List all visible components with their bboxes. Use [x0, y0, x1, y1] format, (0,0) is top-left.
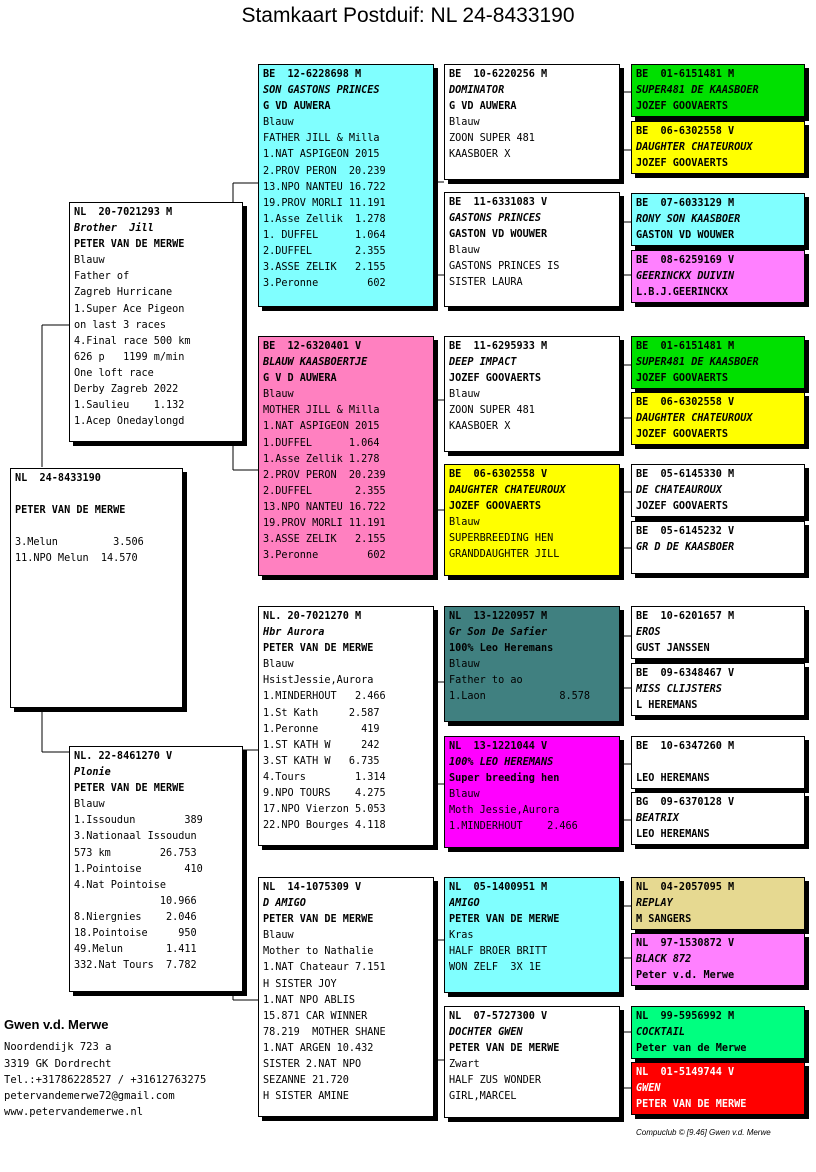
- pigeon-name: SON GASTONS PRINCES: [263, 85, 380, 97]
- pigeon-name: RONY SON KAASBOER: [636, 214, 741, 226]
- info-line: 49.Melun 1.411: [74, 944, 197, 956]
- pigeon-card-g1: [631, 64, 805, 117]
- pigeon-card-dd: [258, 877, 434, 1117]
- owner-name: LEO HEREMANS: [636, 829, 710, 841]
- owner-name: GASTON VD WOUWER: [449, 229, 548, 241]
- info-line: Mother to Nathalie: [263, 946, 374, 958]
- info-line: Blauw: [449, 517, 480, 529]
- info-line: 18.Pointoise 950: [74, 928, 197, 940]
- pigeon-card-g4: [631, 250, 805, 303]
- info-line: ZOON SUPER 481: [449, 133, 535, 145]
- info-line: 11.NPO Melun 14.570: [15, 553, 138, 565]
- info-line: 573 km 26.753: [74, 847, 197, 859]
- owner-name: PETER VAN DE MERWE: [636, 1099, 747, 1111]
- info-line: 3.ST KATH W 6.735: [263, 755, 380, 767]
- pigeon-name: BLACK 872: [636, 954, 692, 966]
- info-line: 8.Niergnies 2.046: [74, 911, 197, 923]
- info-line: 15.871 CAR WINNER: [263, 1010, 368, 1022]
- owner-name: G V D AUWERA: [263, 373, 337, 385]
- ring-number: NL 99-5956992 M: [636, 1011, 735, 1022]
- pigeon-card-ddd: [444, 1006, 620, 1118]
- pigeon-card-sd: [258, 336, 434, 576]
- owner-name: JOZEF GOOVAERTS: [636, 429, 729, 441]
- info-line: ZOON SUPER 481: [449, 405, 535, 417]
- info-line: Blauw: [74, 799, 105, 811]
- info-line: SEZANNE 21.720: [263, 1075, 349, 1087]
- info-line: 1.Asse Zellik 1.278: [263, 213, 386, 225]
- info-line: 3.Nationaal Issoudun: [74, 831, 197, 843]
- pigeon-card-dds: [444, 877, 620, 993]
- pigeon-card-sire: [69, 202, 243, 442]
- info-line: 2.PROV PERON 20.239: [263, 469, 386, 481]
- pigeon-card-dam: [69, 746, 243, 992]
- pigeon-name: GEERINCKX DUIVIN: [636, 271, 735, 283]
- pigeon-card-g16: [631, 1062, 805, 1115]
- info-line: 3.ASSE ZELIK 2.155: [263, 534, 386, 546]
- info-line: One loft race: [74, 367, 154, 379]
- pigeon-name: DAUGHTER CHATEUROUX: [449, 485, 566, 497]
- info-line: 3.Melun 3.506: [15, 537, 144, 549]
- ring-number: BE 11-6331083 V: [449, 197, 548, 208]
- owner-name: JOZEF GOOVAERTS: [636, 373, 729, 385]
- ring-number: BE 05-6145330 M: [636, 469, 735, 480]
- info-line: 1.Issoudun 389: [74, 815, 203, 827]
- owner-name: GASTON VD WOUWER: [636, 230, 735, 242]
- pigeon-name: BEATRIX: [636, 813, 679, 825]
- pigeon-name: DAUGHTER CHATEUROUX: [636, 142, 753, 154]
- info-line: 1.MINDERHOUT 2.466: [263, 691, 386, 703]
- software-credit: Compuclub © [9.46] Gwen v.d. Merwe: [636, 1128, 771, 1137]
- info-line: GRANDDAUGHTER JILL: [449, 549, 560, 561]
- pigeon-name: [636, 755, 800, 771]
- pigeon-name: GR D DE KAASBOER: [636, 542, 735, 554]
- info-line: Derby Zagreb 2022: [74, 384, 179, 396]
- breeder-contact: [4, 1017, 206, 1121]
- info-line: 3.Peronne 602: [263, 278, 386, 290]
- pigeon-name: 100% LEO HEREMANS: [449, 757, 554, 769]
- info-line: GASTONS PRINCES IS: [449, 261, 560, 273]
- info-line: 1.St Kath 2.587: [263, 707, 380, 719]
- info-line: 4.Tours 1.314: [263, 771, 386, 783]
- pigeon-name: SUPER481 DE KAASBOER: [636, 85, 759, 97]
- info-line: 1.ST KATH W 242: [263, 739, 380, 751]
- pigeon-name: Brother Jill: [74, 223, 154, 235]
- info-line: 2.PROV PERON 20.239: [263, 165, 386, 177]
- info-line: Moth Jessie,Aurora: [449, 805, 560, 817]
- ring-number: BE 09-6348467 V: [636, 668, 735, 679]
- owner-name: LEO HEREMANS: [636, 773, 710, 785]
- pigeon-name: [15, 487, 178, 503]
- info-line: 3.Peronne 602: [263, 550, 386, 562]
- pigeon-name: DOCHTER GWEN: [449, 1027, 523, 1039]
- info-line: Blauw: [263, 389, 294, 401]
- pigeon-name: REPLAY: [636, 898, 673, 910]
- ring-number: BE 05-6145232 V: [636, 526, 735, 537]
- ring-number: BE 08-6259169 V: [636, 255, 735, 266]
- info-line: H SISTER AMINE: [263, 1091, 349, 1103]
- owner-name: PETER VAN DE MERWE: [74, 783, 185, 795]
- ring-number: BE 10-6220256 M: [449, 69, 548, 80]
- info-line: Blauw: [74, 255, 105, 267]
- info-line: 9.NPO TOURS 4.275: [263, 788, 386, 800]
- ring-number: NL 04-2057095 M: [636, 882, 735, 893]
- pigeon-card-g13: [631, 877, 805, 930]
- pigeon-card-ssd: [444, 192, 620, 307]
- info-line: HsistJessie,Aurora: [263, 675, 374, 687]
- owner-name: PETER VAN DE MERWE: [74, 239, 185, 251]
- info-line: 1.NAT ASPIGEON 2015: [263, 421, 380, 433]
- ring-number: BE 10-6347260 M: [636, 741, 735, 752]
- pigeon-card-g2: [631, 121, 805, 174]
- ring-number: BE 07-6033129 M: [636, 198, 735, 209]
- ring-number: NL 05-1400951 M: [449, 882, 548, 893]
- info-line: 1. DUFFEL 1.064: [263, 229, 386, 241]
- pigeon-card-g12: [631, 792, 805, 845]
- pigeon-card-g10: [631, 663, 805, 716]
- info-line: 2.DUFFEL 2.355: [263, 246, 386, 258]
- info-line: 1.Saulieu 1.132: [74, 400, 185, 412]
- ring-number: BE 10-6201657 M: [636, 611, 735, 622]
- pigeon-name: Gr Son De Safier: [449, 627, 548, 639]
- ring-number: NL 24-8433190: [15, 473, 101, 484]
- info-line: 626 p 1199 m/min: [74, 351, 185, 363]
- pigeon-card-dsd: [444, 736, 620, 848]
- pigeon-card-g11: [631, 736, 805, 789]
- info-line: SUPERBREEDING HEN: [449, 533, 554, 545]
- info-line: 1.NAT ASPIGEON 2015: [263, 149, 380, 161]
- info-line: 13.NPO NANTEU 16.722: [263, 501, 386, 513]
- breeder-name: Gwen v.d. Merwe: [4, 1017, 109, 1032]
- owner-name: JOZEF GOOVAERTS: [636, 501, 729, 513]
- pigeon-card-sdd: [444, 464, 620, 576]
- info-line: KAASBOER X: [449, 149, 511, 161]
- info-line: KAASBOER X: [449, 421, 511, 433]
- pigeon-card-g15: [631, 1006, 805, 1059]
- info-line: HALF BROER BRITT: [449, 946, 548, 958]
- owner-name: Super breeding hen: [449, 773, 560, 785]
- owner-name: JOZEF GOOVAERTS: [636, 158, 729, 170]
- pigeon-name: AMIGO: [449, 898, 480, 910]
- info-line: 1.Pointoise 410: [74, 863, 203, 875]
- info-line: Blauw: [449, 789, 480, 801]
- info-line: 3.ASSE ZELIK 2.155: [263, 262, 386, 274]
- info-line: WON ZELF 3X 1E: [449, 962, 542, 974]
- ring-number: NL 97-1530872 V: [636, 938, 735, 949]
- info-line: Blauw: [263, 659, 294, 671]
- ring-number: BE 01-6151481 M: [636, 69, 735, 80]
- owner-name: Peter v.d. Merwe: [636, 970, 735, 982]
- info-line: H SISTER JOY: [263, 978, 337, 990]
- owner-name: PETER VAN DE MERWE: [263, 914, 374, 926]
- owner-name: JOZEF GOOVAERTS: [449, 501, 542, 513]
- info-line: FATHER JILL & Milla: [263, 133, 380, 145]
- info-line: 4.Final race 500 km: [74, 335, 191, 347]
- owner-name: L.B.J.GEERINCKX: [636, 287, 729, 299]
- info-line: 1.NAT Chateaur 7.151: [263, 962, 386, 974]
- owner-name: PETER VAN DE MERWE: [449, 1043, 560, 1055]
- ring-number: BG 09-6370128 V: [636, 797, 735, 808]
- info-line: MOTHER JILL & Milla: [263, 405, 380, 417]
- owner-name: JOZEF GOOVAERTS: [449, 373, 542, 385]
- pigeon-name: DEEP IMPACT: [449, 357, 517, 369]
- ring-number: NL 13-1220957 M: [449, 611, 548, 622]
- ring-number: BE 01-6151481 M: [636, 341, 735, 352]
- info-line: 1.MINDERHOUT 2.466: [449, 821, 578, 833]
- owner-name: [636, 556, 800, 572]
- pigeon-card-g7: [631, 464, 805, 517]
- info-line: 332.Nat Tours 7.782: [74, 960, 197, 972]
- pigeon-name: DOMINATOR: [449, 85, 505, 97]
- pigeon-name: EROS: [636, 627, 661, 639]
- info-line: Father of: [74, 271, 130, 283]
- breeder-phone: Tel.:+31786228527 / +31612763275: [4, 1073, 207, 1086]
- info-line: 19.PROV MORLI 11.191: [263, 197, 386, 209]
- owner-name: Peter van de Merwe: [636, 1043, 747, 1055]
- ring-number: BE 06-6302558 V: [636, 397, 735, 408]
- info-line: 19.PROV MORLI 11.191: [263, 518, 386, 530]
- pigeon-card-g5: [631, 336, 805, 389]
- pigeon-card-sds: [444, 336, 620, 452]
- owner-name: L HEREMANS: [636, 700, 698, 712]
- owner-name: PETER VAN DE MERWE: [15, 505, 126, 517]
- info-line: 1.NAT ARGEN 10.432: [263, 1042, 374, 1054]
- ring-number: NL 07-5727300 V: [449, 1011, 548, 1022]
- owner-name: M SANGERS: [636, 914, 692, 926]
- pigeon-name: DAUGHTER CHATEUROUX: [636, 413, 753, 425]
- info-line: on last 3 races: [74, 319, 167, 331]
- pigeon-name: Hbr Aurora: [263, 627, 325, 639]
- pigeon-name: COCKTAIL: [636, 1027, 686, 1039]
- info-line: Blauw: [449, 659, 480, 671]
- pigeon-card-ds: [258, 606, 434, 846]
- breeder-postcode-city: 3319 GK Dordrecht: [4, 1057, 112, 1070]
- info-line: Blauw: [449, 245, 480, 257]
- info-line: Blauw: [263, 930, 294, 942]
- ring-number: NL 01-5149744 V: [636, 1067, 735, 1078]
- breeder-address: Noordendijk 723 a: [4, 1041, 112, 1054]
- pigeon-card-g14: [631, 933, 805, 986]
- info-line: 1.NAT NPO ABLIS: [263, 994, 356, 1006]
- info-line: 4.Nat Pointoise: [74, 879, 167, 891]
- info-line: Blauw: [263, 117, 294, 129]
- owner-name: G VD AUWERA: [263, 101, 331, 113]
- info-line: GIRL,MARCEL: [449, 1091, 517, 1103]
- ring-number: NL. 22-8461270 V: [74, 751, 173, 762]
- info-line: 17.NPO Vierzon 5.053: [263, 804, 386, 816]
- info-line: Blauw: [449, 389, 480, 401]
- info-line: [15, 519, 178, 535]
- owner-name: GUST JANSSEN: [636, 643, 710, 655]
- pigeon-name: Plonie: [74, 767, 111, 779]
- info-line: SISTER 2.NAT NPO: [263, 1059, 362, 1071]
- pigeon-name: BLAUW KAASBOERTJE: [263, 357, 368, 369]
- info-line: 22.NPO Bourges 4.118: [263, 820, 386, 832]
- owner-name: G VD AUWERA: [449, 101, 517, 113]
- info-line: Zagreb Hurricane: [74, 287, 173, 299]
- ring-number: BE 06-6302558 V: [636, 126, 735, 137]
- info-line: Zwart: [449, 1059, 480, 1071]
- ring-number: NL. 20-7021270 M: [263, 611, 362, 622]
- pigeon-name: DE CHATEAUROUX: [636, 485, 722, 497]
- pigeon-card-dss: [444, 606, 620, 722]
- ring-number: NL 13-1221044 V: [449, 741, 548, 752]
- owner-name: PETER VAN DE MERWE: [449, 914, 560, 926]
- owner-name: 100% Leo Heremans: [449, 643, 554, 655]
- page-title: Stamkaart Postduif: NL 24-8433190: [241, 4, 575, 27]
- pigeon-name: GWEN: [636, 1083, 661, 1095]
- pigeon-card-g8: [631, 521, 805, 574]
- info-line: 1.Laon 8.578: [449, 691, 591, 703]
- info-line: 2.DUFFEL 2.355: [263, 485, 386, 497]
- owner-name: PETER VAN DE MERWE: [263, 643, 374, 655]
- pigeon-name: D AMIGO: [263, 898, 306, 910]
- info-line: HALF ZUS WONDER: [449, 1075, 542, 1087]
- breeder-email: petervandemerwe72@gmail.com: [4, 1090, 175, 1103]
- info-line: 10.966: [74, 895, 197, 907]
- info-line: 78.219 MOTHER SHANE: [263, 1026, 386, 1038]
- info-line: 1.Peronne 419: [263, 723, 380, 735]
- info-line: Blauw: [449, 117, 480, 129]
- info-line: 1.Asse Zellik 1.278: [263, 453, 380, 465]
- info-line: 1.Super Ace Pigeon: [74, 303, 185, 315]
- pigeon-card-ss: [258, 64, 434, 307]
- pigeon-card-g3: [631, 193, 805, 246]
- pigeon-card-subject: [10, 468, 183, 708]
- info-line: 1.DUFFEL 1.064: [263, 437, 380, 449]
- owner-name: JOZEF GOOVAERTS: [636, 101, 729, 113]
- info-line: SISTER LAURA: [449, 277, 523, 289]
- breeder-website: www.petervandemerwe.nl: [4, 1106, 144, 1119]
- ring-number: BE 12-6320401 V: [263, 341, 362, 352]
- ring-number: NL 14-1075309 V: [263, 882, 362, 893]
- ring-number: BE 12-6228698 M: [263, 69, 362, 80]
- pigeon-card-sss: [444, 64, 620, 180]
- info-line: 13.NPO NANTEU 16.722: [263, 181, 386, 193]
- ring-number: NL 20-7021293 M: [74, 207, 173, 218]
- pigeon-name: SUPER481 DE KAASBOER: [636, 357, 759, 369]
- pigeon-name: GASTONS PRINCES: [449, 213, 542, 225]
- pigeon-card-g6: [631, 392, 805, 445]
- info-line: 1.Acep Onedaylongd: [74, 416, 185, 428]
- info-line: Father to ao: [449, 675, 523, 687]
- info-line: Kras: [449, 930, 474, 942]
- ring-number: BE 06-6302558 V: [449, 469, 548, 480]
- ring-number: BE 11-6295933 M: [449, 341, 548, 352]
- pigeon-card-g9: [631, 606, 805, 659]
- pigeon-name: MISS CLIJSTERS: [636, 684, 722, 696]
